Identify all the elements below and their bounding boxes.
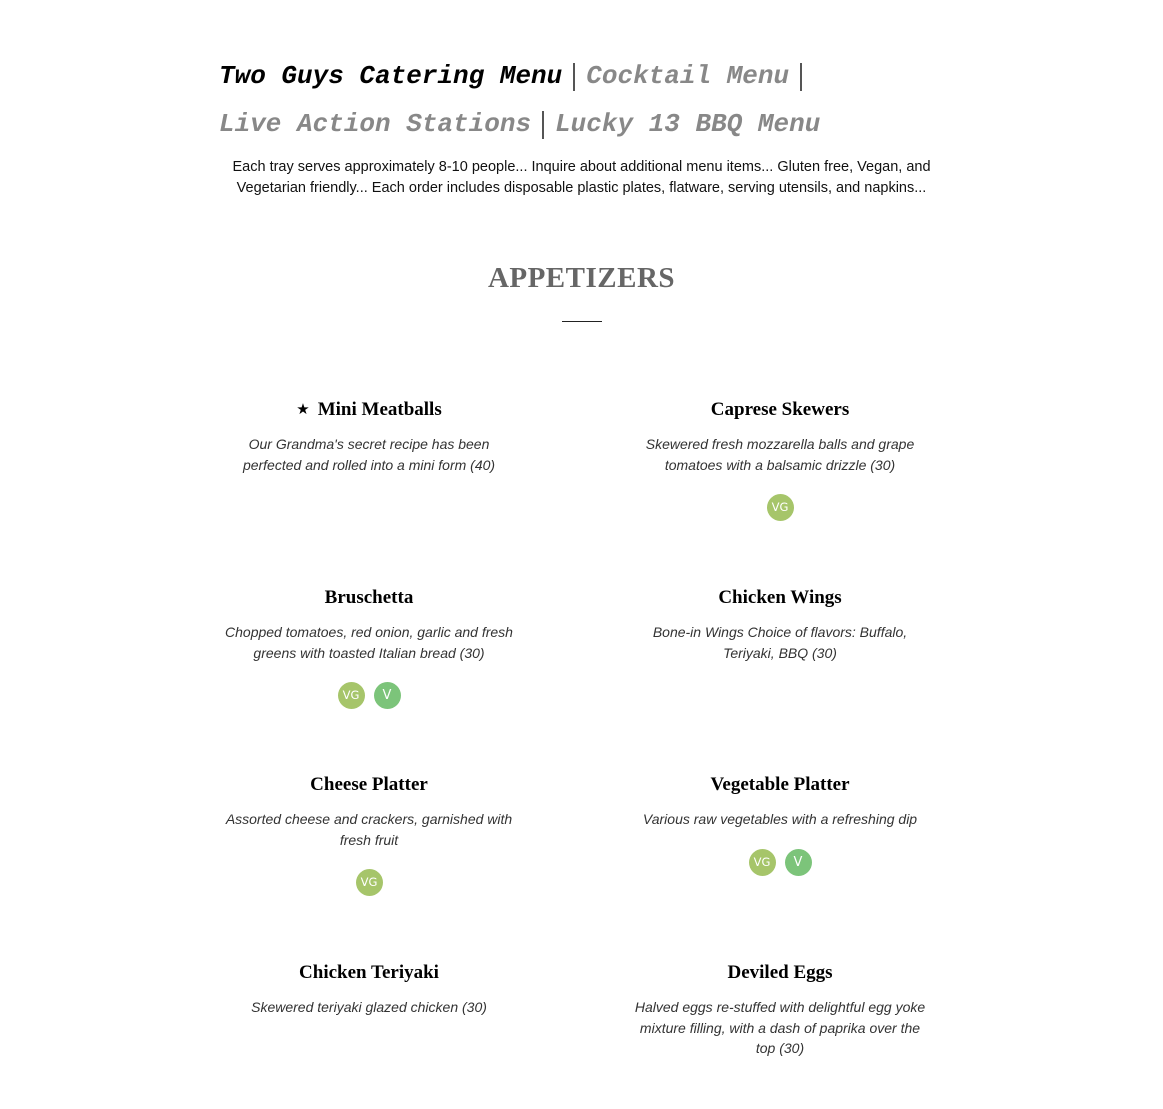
menu-item-description: Skewered teriyaki glazed chicken (30) xyxy=(251,999,487,1015)
menu-item-name-text: Mini Meatballs xyxy=(317,399,442,420)
menu-item-name: Bruschetta xyxy=(324,587,414,608)
diet-badges xyxy=(630,849,930,876)
menu-item-name xyxy=(219,398,519,422)
nav-link-live-action-stations[interactable]: Live Action Stations xyxy=(219,109,532,139)
menu-nav xyxy=(219,52,979,148)
diet-badges xyxy=(219,869,519,896)
menu-item-mini-meatballs xyxy=(219,398,519,475)
vegan-badge-icon: V xyxy=(785,849,812,876)
menu-item-name: Chicken Teriyaki xyxy=(299,962,439,983)
vegetarian-badge-icon: VG xyxy=(356,869,383,896)
section-title: APPETIZERS xyxy=(487,262,676,294)
menu-item-bruschetta xyxy=(219,586,519,709)
nav-divider xyxy=(542,111,544,139)
menu-nav-row-2 xyxy=(219,100,979,148)
nav-link-catering-menu[interactable]: Two Guys Catering Menu xyxy=(219,61,563,91)
vegetarian-badge-icon: VG xyxy=(767,494,794,521)
menu-item-description: Various raw vegetables with a refreshing dip xyxy=(642,811,918,827)
menu-item-description: Assorted cheese and crackers, garnished with fresh fruit xyxy=(225,811,513,848)
menu-item-vegetable-platter xyxy=(630,773,930,876)
menu-item-description: Our Grandma's secret recipe has been perfected and rolled into a mini form (40) xyxy=(242,436,496,473)
menu-item-description: Chopped tomatoes, red onion, garlic and fresh greens with toasted Italian bread (30) xyxy=(225,624,513,661)
menu-item-chicken-wings xyxy=(630,586,930,663)
menu-item-caprese-skewers xyxy=(630,398,930,521)
menu-item-chicken-teriyaki xyxy=(219,961,519,1018)
menu-item-name: Caprese Skewers xyxy=(710,399,850,420)
vegetarian-badge-icon: VG xyxy=(749,849,776,876)
diet-badges xyxy=(219,682,519,709)
menu-item-description: Skewered fresh mozzarella balls and grape tomatoes with a balsamic drizzle (30) xyxy=(645,436,915,473)
menu-item-name: Chicken Wings xyxy=(718,587,842,608)
menu-item-name: Vegetable Platter xyxy=(710,774,850,795)
menu-item-description: Bone-in Wings Choice of flavors: Buffalo, Teriyaki, BBQ (30) xyxy=(652,624,908,661)
menu-item-name: Deviled Eggs xyxy=(727,962,833,983)
intro-text: Each tray serves approximately 8-10 people... Inquire about additional menu items... Gluten free, Vegan, and Vegetarian friendly... Each order includes disposable plastic plates, flatware, serving utensils, and napkins... xyxy=(232,159,931,196)
menu-item-description: Halved eggs re-stuffed with delightful egg yoke mixture filling, with a dash of paprika over the top (30) xyxy=(634,999,926,1056)
section-divider xyxy=(562,321,602,322)
menu-item-name: Cheese Platter xyxy=(310,774,428,795)
diet-badges xyxy=(630,494,930,521)
nav-link-cocktail-menu[interactable]: Cocktail Menu xyxy=(586,61,790,91)
menu-nav-row-1 xyxy=(219,52,979,100)
vegan-badge-icon: V xyxy=(374,682,401,709)
vegetarian-badge-icon: VG xyxy=(338,682,365,709)
star-icon: ★ xyxy=(296,400,310,418)
nav-divider xyxy=(573,63,575,91)
nav-divider xyxy=(800,63,802,91)
nav-link-bbq-menu[interactable]: Lucky 13 BBQ Menu xyxy=(555,109,821,139)
menu-item-deviled-eggs xyxy=(630,961,930,1059)
menu-item-cheese-platter xyxy=(219,773,519,896)
